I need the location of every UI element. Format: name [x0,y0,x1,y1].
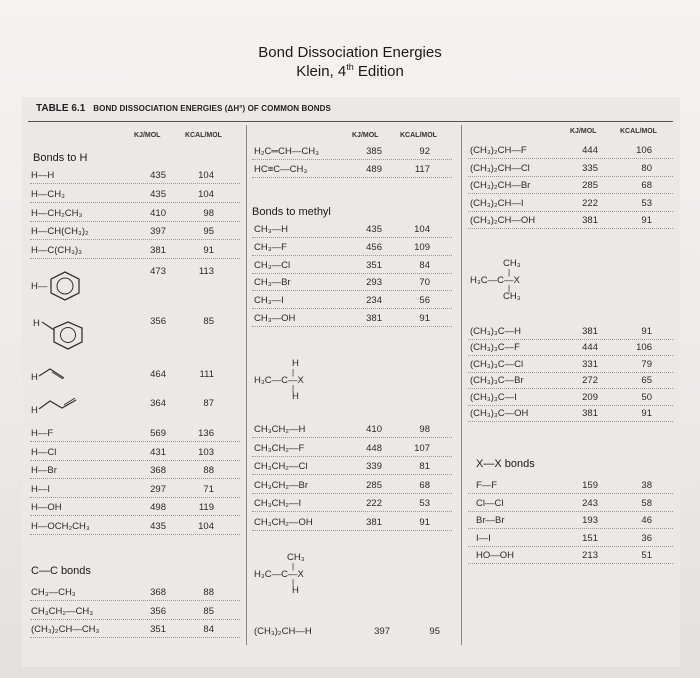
row-separator [252,530,452,531]
kj-value: 209 [582,391,598,403]
bond-label: CH₃—H [254,224,288,235]
secondary-bond-up: | [292,561,295,571]
benzene-ring-icon [48,270,82,302]
kcal-value: 85 [203,605,214,617]
kj-value: 339 [366,461,382,473]
primary-mid: H₃C—C—X [254,374,304,386]
kcal-value: 98 [419,424,430,435]
bond-label: (CH₃)₃C—F [470,342,520,354]
kcal-value: 46 [641,515,652,527]
col1-kcal-head: KCAL/MOL [185,132,222,139]
kcal-value: 91 [641,215,652,227]
kj-value: 444 [582,342,598,354]
primary-carbon-structure [254,359,344,402]
kj-value: 234 [366,295,382,307]
kj-value: 498 [150,502,166,514]
kj-value: 435 [366,224,382,235]
bond-label: H—C(CH₃)₃ [31,245,83,257]
primary-bond-down: | [292,384,295,393]
kj-value: 410 [366,424,382,435]
row-separator [468,546,673,547]
secondary-carbon-structure [254,553,344,596]
bond-label: (CH₃)₂CH—Br [470,180,531,192]
bond-label: CH₃—Cl [254,259,291,271]
vinyl-kcal: 111 [199,369,214,380]
secondary-mid: H₃C—C—X [254,568,304,580]
kcal-value: 104 [198,170,214,181]
tertiary-carbon-structure [470,259,560,302]
bond-label: Cl—Cl [476,497,504,509]
bond-label: CH₃CH₂—H [254,424,306,435]
row-separator [252,308,452,309]
row-separator [30,637,240,638]
row-separator [468,228,673,229]
isopropyl-h-bond: (CH₃)₂CH—H [254,626,312,637]
benzyl-kcal: 85 [203,316,214,327]
tertiary-bot: CH₃ [503,291,521,302]
kcal-value: 104 [414,224,430,235]
bond-label: CH₃CH₂—OH [254,517,313,528]
page-subtitle [0,62,700,80]
bond-label: CH₃—CH₃ [31,587,76,598]
row-separator [252,437,452,438]
bond-label: H—CH₂CH₃ [31,207,83,219]
kcal-value: 70 [419,277,430,289]
kcal-value: 91 [641,408,652,419]
kj-value: 410 [150,207,166,219]
row-separator [468,388,673,389]
kj-value: 569 [150,428,166,439]
row-separator [30,600,240,601]
table-caption [36,103,331,114]
row-separator [468,158,673,159]
kcal-value: 58 [641,497,652,509]
kj-value: 448 [366,442,382,454]
vinyl-structure-icon [38,366,68,382]
subtitle-base: Klein, 4 [296,63,347,80]
bond-label: CH₃CH₂—I [254,498,302,510]
kcal-value: 119 [198,502,214,514]
row-separator [468,193,673,194]
kcal-value: 91 [641,326,652,337]
bond-label: H—I [31,483,50,495]
row-separator [252,456,452,457]
kcal-value: 95 [203,226,214,238]
bond-label: CH₃—I [254,295,284,307]
kj-value: 444 [582,145,598,156]
kcal-value: 68 [641,180,652,192]
row-separator [468,372,673,373]
kj-value: 435 [150,521,166,532]
bond-label: (CH₃)₃C—Br [470,375,524,387]
col2-kj-head: KJ/MOL [352,132,379,139]
row-separator [252,511,452,512]
secondary-bond-down: | [292,578,295,587]
row-separator [252,255,452,256]
row-separator [30,515,240,516]
section-xx-bonds: X—X bonds [476,458,535,470]
bond-label: (CH₃)₂CH—CH₃ [31,624,100,636]
row-separator [30,239,240,240]
bond-label: H—Br [31,465,57,477]
row-separator [30,497,240,498]
tertiary-top: CH₃ [503,258,521,269]
vinyl-kj: 464 [150,369,166,380]
kcal-value: 98 [203,207,214,219]
bond-label: (CH₃)₂CH—Cl [470,162,530,174]
section-cc-bonds: C—C bonds [31,565,91,577]
kcal-value: 84 [419,259,430,271]
kj-value: 331 [582,358,598,370]
bond-label: H₂C═CH—CH₃ [254,146,319,157]
kj-value: 222 [366,498,382,510]
kcal-value: 106 [636,145,652,156]
row-separator [252,273,452,274]
kcal-value: 79 [641,358,652,370]
kj-value: 351 [366,259,382,271]
tertiary-bond-down: | [508,284,511,293]
primary-bond-up: | [292,367,295,377]
bond-label: I—I [476,532,491,544]
kj-value: 335 [582,162,598,174]
bond-label: (CH₃)₂CH—OH [470,215,536,227]
bond-label: CH₃—OH [254,313,296,324]
allyl-kj: 364 [150,398,166,409]
row-separator [30,478,240,479]
row-separator [30,460,240,461]
bond-label: (CH₃)₂CH—F [470,145,527,156]
bond-label: CH₃CH₂—Br [254,479,308,491]
primary-top: H [292,358,299,369]
kcal-value: 68 [419,479,430,491]
row-separator [30,221,240,222]
vinyl-h: H [31,372,38,383]
bond-label: CH₃CH₂—F [254,442,305,454]
benzyl-h: H [33,318,40,329]
allyl-h: H [31,405,38,416]
kj-value: 489 [366,164,382,175]
kj-value: 368 [150,465,166,477]
kcal-value: 91 [203,245,214,257]
allyl-structure-icon [38,396,82,414]
row-separator [252,290,452,291]
benzyl-structure-icon [40,318,100,352]
row-separator [252,159,452,160]
kcal-value: 56 [419,295,430,307]
secondary-bot: H [292,585,299,596]
kj-value: 356 [150,605,166,617]
row-separator [468,493,673,494]
kj-value: 431 [150,446,166,458]
kcal-value: 109 [414,241,430,253]
bond-label: (CH₃)₃C—I [470,391,517,403]
kcal-value: 36 [641,532,652,544]
kcal-value: 50 [641,391,652,403]
tertiary-bond-up: | [508,267,511,277]
kj-value: 159 [582,480,598,491]
bond-label: HO—OH [476,550,514,562]
kj-value: 381 [582,215,598,227]
row-separator [252,237,452,238]
benzene-bond: H— [31,281,48,292]
col2-kcal-head: KCAL/MOL [400,132,437,139]
bond-label: H—OCH₂CH₃ [31,521,90,532]
kj-value: 381 [150,245,166,257]
isopropyl-h-kj: 397 [374,626,390,637]
tertiary-mid: H₃C—C—X [470,274,520,286]
kj-value: 213 [582,550,598,562]
col1-kj-head: KJ/MOL [134,132,161,139]
bond-label: HC≡C—CH₃ [254,164,308,175]
row-separator [252,326,452,327]
bond-label: H—H [31,170,55,181]
kcal-value: 84 [203,624,214,636]
kj-value: 381 [366,313,382,324]
kj-value: 381 [582,326,598,337]
allyl-kcal: 87 [203,398,214,409]
page-title: Bond Dissociation Energies [258,44,442,61]
kcal-value: 92 [419,146,430,157]
bond-label: (CH₃)₃C—OH [470,408,529,419]
benzene-kcal: 113 [198,266,214,277]
kcal-value: 51 [641,550,652,562]
kj-value: 285 [366,479,382,491]
isopropyl-h-kcal: 95 [429,626,440,637]
section-bonds-to-methyl: Bonds to methyl [252,206,331,218]
bond-label: Br—Br [476,515,505,527]
kcal-value: 71 [203,483,214,495]
row-separator [468,528,673,529]
table-caption-text: BOND DISSOCIATION ENERGIES (ΔH°) OF COMMON BONDS [93,104,331,113]
table-top-rule [28,121,673,122]
kcal-value: 136 [198,428,214,439]
kcal-value: 107 [414,442,430,454]
kcal-value: 88 [203,465,214,477]
bond-label: H—OH [31,502,62,514]
kj-value: 351 [150,624,166,636]
kj-value: 368 [150,587,166,598]
bond-label: (CH₃)₃C—Cl [470,358,524,370]
kcal-value: 117 [414,164,430,175]
kj-value: 151 [582,532,598,544]
row-separator [468,511,673,512]
kcal-value: 38 [641,480,652,491]
row-separator [468,421,673,422]
section-bonds-to-h: Bonds to H [33,152,88,164]
kj-value: 385 [366,146,382,157]
kj-value: 397 [150,226,166,238]
subtitle-end: Edition [353,63,404,80]
kcal-value: 103 [198,446,214,458]
kcal-value: 91 [419,313,430,324]
table-label: TABLE 6.1 [36,103,86,114]
bond-label: CH₃—F [254,241,287,253]
bond-label: CH₃CH₂—Cl [254,461,308,473]
subtitle-sup: th [346,62,354,72]
row-separator [468,176,673,177]
kcal-value: 53 [641,197,652,209]
bond-label: (CH₃)₂CH—I [470,197,524,209]
row-separator [30,258,240,259]
kcal-value: 80 [641,162,652,174]
benzyl-kj: 356 [150,316,166,327]
kj-value: 272 [582,375,598,387]
secondary-top: CH₃ [287,552,305,563]
col3-kj-head: KJ/MOL [570,128,597,135]
col3-kcal-head: KCAL/MOL [620,128,657,135]
kj-value: 285 [582,180,598,192]
kcal-value: 53 [419,498,430,510]
kj-value: 193 [582,515,598,527]
bond-label: CH₃—Br [254,277,291,289]
row-separator [468,211,673,212]
bond-label: H—CH(CH₃)₂ [31,226,89,238]
row-separator [468,355,673,356]
kj-value: 293 [366,277,382,289]
kj-value: 381 [582,408,598,419]
row-separator [468,405,673,406]
row-separator [30,534,240,535]
row-separator [30,202,240,203]
column-divider-2 [461,125,462,645]
row-separator [30,619,240,620]
row-separator [252,493,452,494]
row-separator [30,441,240,442]
bond-label: H—Cl [31,446,57,458]
bond-label: CH₃CH₂—CH₃ [31,605,94,617]
kcal-value: 106 [636,342,652,354]
kcal-value: 81 [419,461,430,473]
column-divider-1 [246,125,247,645]
kcal-value: 65 [641,375,652,387]
kj-value: 435 [150,170,166,181]
kj-value: 381 [366,517,382,528]
kj-value: 435 [150,188,166,200]
bond-label: F—F [476,480,498,491]
bond-label: (CH₃)₃C—H [470,326,522,337]
kj-value: 222 [582,197,598,209]
row-separator [468,563,673,564]
kj-value: 456 [366,241,382,253]
row-separator [252,474,452,475]
kcal-value: 104 [198,521,214,532]
kj-value: 297 [150,483,166,495]
kcal-value: 88 [203,587,214,598]
kj-value: 243 [582,497,598,509]
row-separator [468,339,673,340]
primary-bot: H [292,391,299,402]
benzene-kj: 473 [150,266,166,277]
kcal-value: 91 [419,517,430,528]
row-separator [252,177,452,178]
kcal-value: 104 [198,188,214,200]
bond-label: H—CH₃ [31,188,65,200]
row-separator [30,183,240,184]
bond-label: H—F [31,428,54,439]
